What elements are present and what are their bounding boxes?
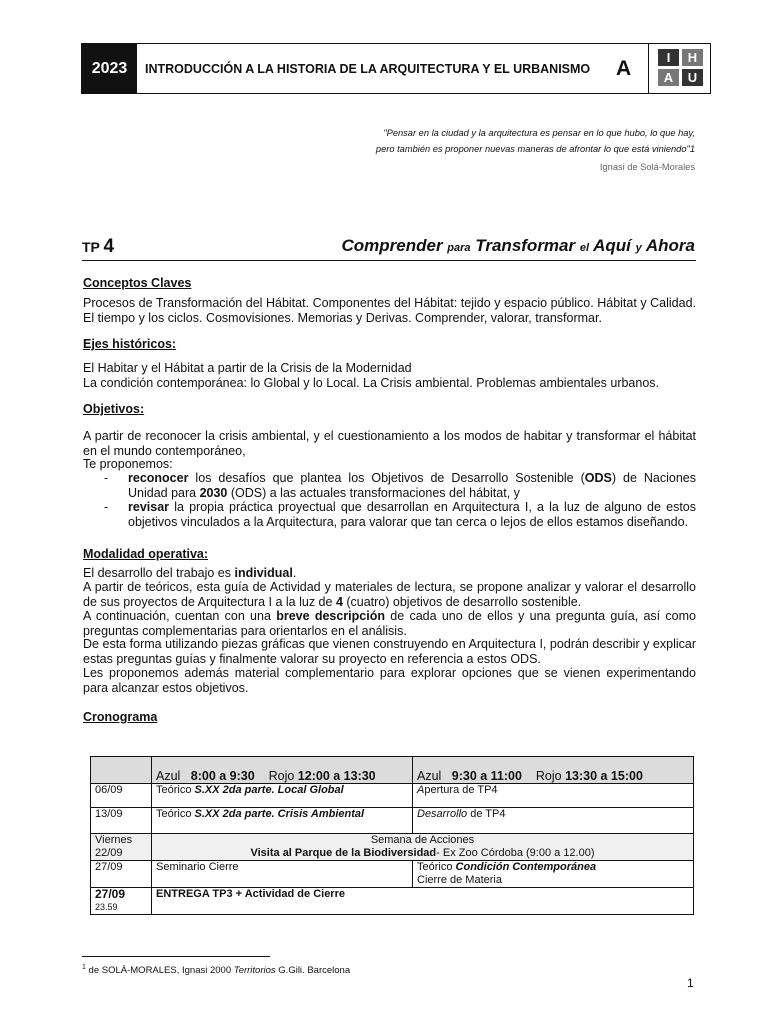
text-run: A continuación, cuentan con una (83, 609, 277, 623)
logo-letter-i: I (658, 49, 679, 66)
tp-title-word: Transformar (475, 236, 576, 255)
text-run: A (417, 784, 425, 796)
table-header-group-b (413, 757, 694, 784)
text-run: los desafíos que plantea los Objetivos de Desarrollo Sostenible ( (188, 471, 585, 485)
text-run: 22/09 (95, 847, 123, 859)
text-run: Teórico (156, 784, 195, 796)
text-run: 13:30 a 15:00 (565, 769, 643, 783)
table-cell (152, 834, 694, 861)
section-heading-conceptos: Conceptos Claves (83, 276, 192, 290)
table-cell (91, 757, 152, 784)
tp-title-word: Ahora (645, 236, 695, 255)
keyword: 4 (335, 594, 343, 609)
section-heading-ejes: Ejes históricos: (83, 337, 177, 351)
tp-title-word: y (635, 242, 642, 254)
table-row (91, 861, 694, 888)
text-run: 12:00 a 13:30 (297, 769, 376, 783)
footnote (82, 964, 350, 976)
text-run: ) de Naciones Unidad para (128, 471, 696, 500)
schedule-table (90, 756, 694, 915)
tp-title (341, 236, 695, 256)
document-header (81, 43, 711, 94)
objetivos-intro: A partir de reconocer la crisis ambiental, y el cuestionamiento a los modos de habitar y transformar el hábitat en el mundo contemporáneo, (83, 429, 696, 458)
keyword: 2030 (199, 485, 228, 500)
text-run: S.XX 2da parte. Local Global (194, 784, 344, 796)
objetivos-lead: Te proponemos: (83, 457, 173, 471)
quote-author: Ignasi de Solá-Morales (599, 162, 695, 172)
text-run: 23.59 (95, 902, 118, 912)
modalidad-p3 (83, 609, 696, 638)
table-row (91, 808, 694, 834)
ejes-line-1: El Habitar y el Hábitat a partir de la Crisis de la Modernidad (83, 361, 412, 375)
text-run: la propia práctica proyectual que desarrollan en Arquitectura I, a la luz de alguno de estos objetivos vinculados a la Arquitectura, para valorar que tan cerca o lejos de ellos estamos diseñando. (128, 500, 696, 529)
text-run: de SOLÁ-MORALES, Ignasi 2000 (85, 965, 234, 977)
keyword: ODS (584, 471, 612, 485)
text-run: Viernes (95, 834, 133, 846)
table-cell: Seminario Cierre (152, 861, 413, 888)
text-run: - Ex Zoo Córdoba (9:00 a 12.00) (436, 847, 595, 859)
title-rule (82, 260, 696, 261)
modalidad-p2 (83, 580, 696, 609)
ejes-line-2: La condición contemporánea: lo Global y lo Local. La Crisis ambiental. Problemas ambientales urbanos. (83, 376, 660, 390)
text-run: pertura de TP4 (424, 784, 498, 796)
text-run: Teórico (156, 808, 195, 820)
text-run: Visita al Parque de la Biodiversidad (250, 847, 437, 859)
keyword: reconocer (128, 471, 189, 485)
tp-title-word: Aquí (593, 236, 631, 255)
text-run: A partir de teóricos, esta guía de Actividad y materiales de lectura, se propone analizar y valorar el desarrollo de sus proyectos de Arquitectura I a la luz de (83, 580, 696, 609)
text-run (156, 847, 689, 860)
year-badge: 2023 (82, 44, 137, 93)
text-run: de cada uno de ellos y una pregunta guía, así como preguntas complementarias para orientarlos en el análisis. (83, 609, 696, 638)
text-run: Azul (417, 769, 442, 783)
text-run: de TP4 (467, 808, 506, 820)
text-run: Condición Contemporánea (455, 861, 597, 873)
table-cell: ENTREGA TP3 + Actividad de Cierre (152, 888, 694, 915)
table-cell (413, 784, 694, 808)
tp-label (82, 236, 114, 258)
text-run: Cierre de Materia (417, 874, 502, 886)
tp-title-word: para (447, 242, 471, 254)
quote-line-1: "Pensar en la ciudad y la arquitectura es pensar en lo que hubo, lo que hay, (383, 128, 695, 138)
date-cell: 27/09 (91, 861, 152, 888)
date-cell (91, 888, 152, 915)
table-header-group-a (152, 757, 413, 784)
table-row (91, 784, 694, 808)
tp-title-word: Comprender (341, 236, 443, 255)
text-run: . (292, 566, 297, 580)
table-cell (413, 861, 694, 888)
keyword: individual (234, 566, 293, 580)
text-run: (cuatro) objetivos de desarrollo sostenible. (342, 594, 582, 609)
text-run: S.XX 2da parte. Crisis Ambiental (194, 808, 365, 820)
footnote-mark: 1 (82, 964, 86, 971)
logo-letter-a: A (658, 69, 679, 86)
section-heading-objetivos: Objetivos: (83, 402, 145, 416)
date-cell (91, 834, 152, 861)
text-run: 27/09 (95, 887, 126, 901)
logo-letter-h: H (682, 49, 703, 66)
course-title: INTRODUCCIÓN A LA HISTORIA DE LA ARQUITECTURA Y EL URBANISMO (145, 61, 591, 76)
text-run: Desarrollo (417, 808, 468, 820)
text-run: Semana de Acciones (370, 834, 475, 846)
bullet-dash: - (104, 471, 109, 485)
date-cell: 13/09 (91, 808, 152, 834)
text-run: (ODS) a las actuales transformaciones del hábitat, y (227, 485, 520, 500)
tp-title-word: el (579, 242, 590, 254)
modalidad-p4: De esta forma utilizando piezas gráficas que vienen construyendo en Arquitectura I, podrán describir y explicar estas preguntas guías y finalmente valorar su proyecto en referencia a estos ODS. (83, 637, 696, 666)
keyword: breve descripción (276, 609, 385, 623)
table-cell (152, 808, 413, 834)
text-run: 9:30 a 11:00 (451, 769, 522, 783)
bullet-reconocer (128, 471, 696, 500)
table-row (91, 888, 694, 915)
text-run: G.Gili. Barcelona (275, 965, 351, 977)
table-row (91, 834, 694, 861)
tp-label-text: TP (82, 239, 100, 255)
course-letter: A (616, 56, 632, 80)
ihau-logo (658, 49, 704, 87)
text-run: Territorios (233, 965, 276, 977)
tp-number: 4 (103, 236, 115, 257)
text-run: Azul (156, 769, 181, 783)
table-cell (413, 808, 694, 834)
date-cell: 06/09 (91, 784, 152, 808)
conceptos-text: Procesos de Transformación del Hábitat. Componentes del Hábitat: tejido y espacio público. Hábitat y Calidad. El tiempo y los ciclos. Cosmovisiones. Memorias y Derivas. Comprender, valorar, transformar. (83, 296, 696, 325)
text-run: Rojo (535, 769, 562, 783)
header-divider (648, 44, 649, 93)
bullet-dash: - (104, 500, 109, 514)
page-number: 1 (687, 976, 694, 990)
modalidad-p5: Les proponemos además material complementario para explorar opciones que se vienen experimentando para alcanzar estos objetivos. (83, 666, 696, 695)
keyword: revisar (128, 500, 170, 514)
section-heading-modalidad: Modalidad operativa: (83, 547, 209, 561)
table-header-row (91, 757, 694, 784)
logo-letter-u: U (682, 69, 703, 86)
quote-line-2: pero también es proponer nuevas maneras de afrontar lo que está viniendo"1 (375, 144, 695, 154)
table-cell (152, 784, 413, 808)
bullet-revisar (128, 500, 696, 529)
text-run (417, 861, 689, 874)
text-run: 8:00 a 9:30 (190, 769, 255, 783)
text-run: El desarrollo del trabajo es (83, 566, 235, 580)
text-run: Rojo (268, 769, 295, 783)
section-heading-cronograma: Cronograma (83, 710, 158, 724)
modalidad-p1 (83, 566, 696, 581)
text-run: Teórico (417, 861, 456, 873)
footnote-rule (82, 956, 270, 957)
